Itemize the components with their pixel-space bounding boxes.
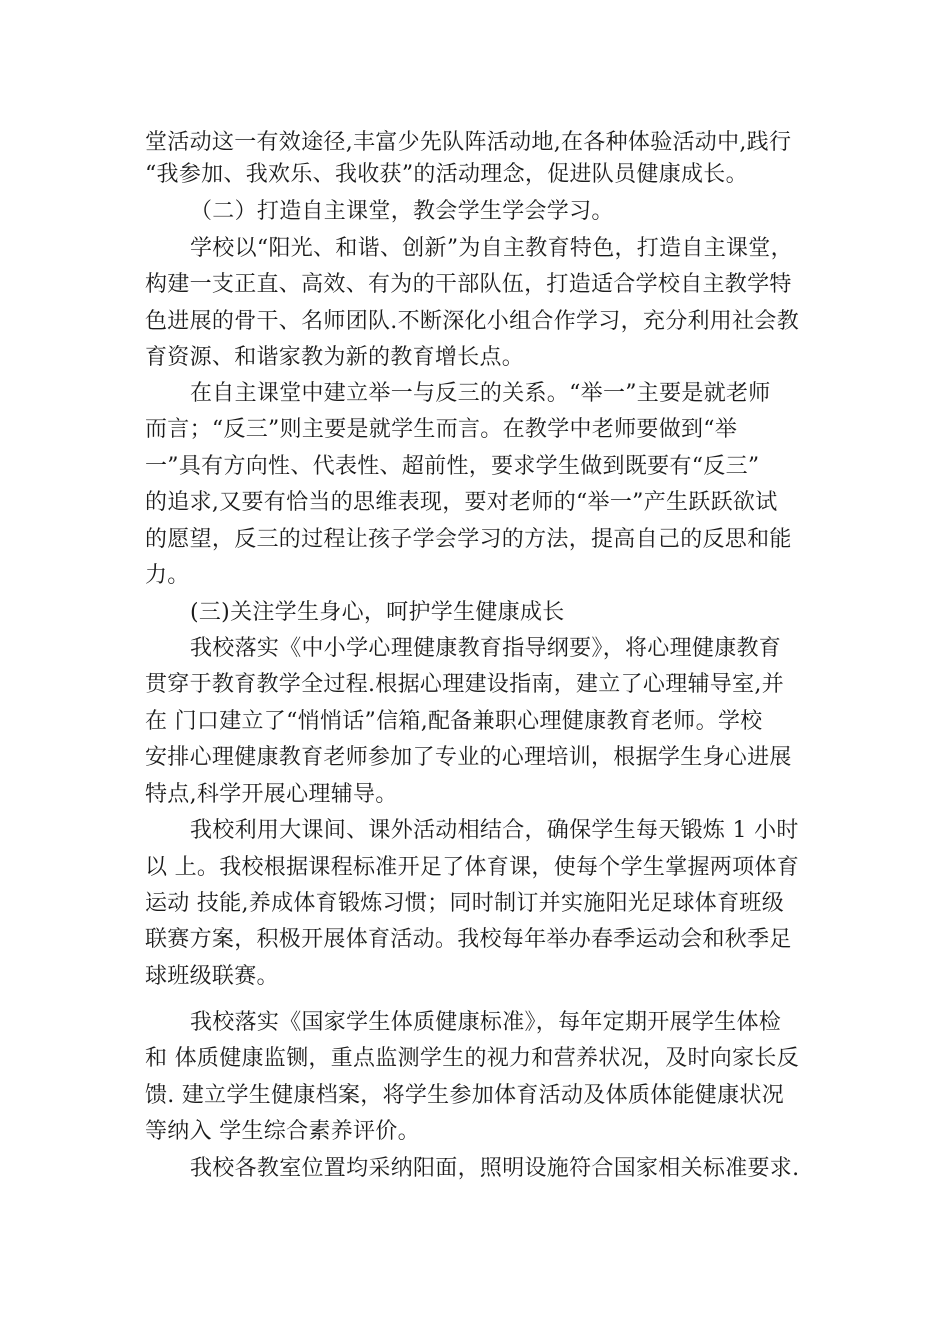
text-line: 以 上。我校根据课程标准开足了体育课，使每个学生掌握两项体育 (145, 855, 799, 880)
text-line: 堂活动这一有效途径,丰富少先队阵活动地,在各种体验活动中,践行 (145, 130, 792, 155)
text-line: 贯穿于教育教学全过程.根据心理建设指南，建立了心理辅导室,并 (145, 672, 784, 697)
text-line: 球班级联赛。 (145, 964, 279, 989)
text-line: “我参加、我欢乐、我收获”的活动理念，促进队员健康成长。 (145, 162, 748, 187)
text-line: 联赛方案，积极开展体育活动。我校每年举办春季运动会和秋季足 (145, 927, 792, 952)
text-line: 力。 (145, 563, 190, 588)
text-line: 色进展的骨干、名师团队.不断深化小组合作学习，充分利用社会教 (145, 309, 799, 334)
section-heading: (三)关注学生身心，呵护学生健康成长 (190, 600, 565, 625)
text-line: 学校以“阳光、和谐、创新”为自主教育特色，打造自主课堂， (190, 236, 793, 261)
text-line: 馈. 建立学生健康档案，将学生参加体育活动及体质体能健康状况 (145, 1083, 784, 1108)
text-line: 安排心理健康教育老师参加了专业的心理培训，根据学生身心进展 (145, 745, 792, 770)
text-line: 的愿望，反三的过程让孩子学会学习的方法，提高自己的反思和能 (145, 527, 792, 552)
text-line: 构建一支正直、高效、有为的干部队伍，打造适合学校自主教学特 (145, 272, 792, 297)
text-line: 和 体质健康监铡，重点监测学生的视力和营养状况，及时向家长反 (145, 1046, 799, 1071)
text-line: 育资源、和谐家教为新的教育增长点。 (145, 345, 525, 370)
text-line: 等纳入 学生综合素养评价。 (145, 1119, 420, 1144)
text-line: 一”具有方向性、代表性、超前性，要求学生做到既要有“反三” (145, 454, 760, 479)
text-line: 我校利用大课间、课外活动相结合，确保学生每天锻炼 1 小时 (190, 818, 799, 843)
text-line: 我校落实《中小学心理健康教育指导纲要》，将心理健康教育 (190, 636, 782, 661)
text-line: 我校落实《国家学生体质健康标准》，每年定期开展学生体检 (190, 1010, 782, 1035)
text-line: 而言；“反三”则主要是就学生而言。在教学中老师要做到“举 (145, 417, 738, 442)
text-line: 特点,科学开展心理辅导。 (145, 782, 398, 807)
text-line: 我校各教室位置均采纳阳面，照明设施符合国家相关标准要求. (190, 1156, 800, 1181)
text-line: 运动 技能,养成体育锻炼习惯；同时制订并实施阳光足球体育班级 (145, 891, 784, 916)
text-line: 在 门口建立了“悄悄话”信箱,配备兼职心理健康教育老师。学校 (145, 709, 763, 734)
section-heading: （二）打造自主课堂，教会学生学会学习。 (190, 199, 614, 224)
text-line: 在自主课堂中建立举一与反三的关系。“举一”主要是就老师 (190, 381, 771, 406)
text-line: 的追求,又要有恰当的思维表现，要对老师的“举一”产生跃跃欲试 (145, 490, 778, 515)
